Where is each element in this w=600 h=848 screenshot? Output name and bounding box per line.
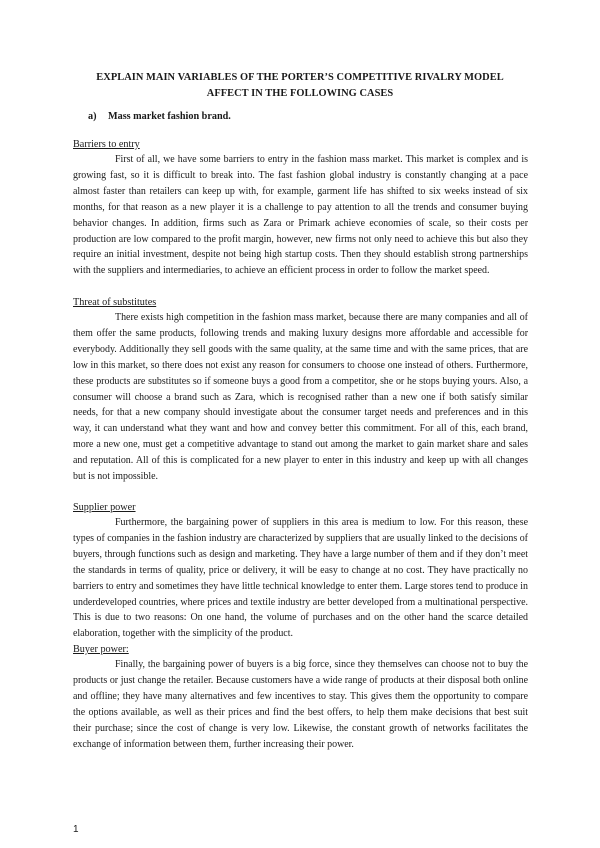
subheading-label: a)	[88, 111, 97, 122]
subheading	[88, 110, 231, 124]
subheading-text: Mass market fashion brand.	[108, 111, 231, 122]
title-line-1: EXPLAIN MAIN VARIABLES OF THE PORTER’S COMPETITIVE RIVALRY MODEL	[96, 72, 504, 83]
section-heading: Supplier power	[73, 502, 136, 513]
section-heading: Buyer power:	[73, 644, 129, 655]
section-body: Finally, the bargaining power of buyers is a big force, since they themselves can choose not to buy the products or just change the retailer. Because customers have a wide range of products at their disposal both online and offline; they have many alternatives and few incentives to stay. This gives them the opportunity to compare the options available, as well as their prices and find the best offers, to help them make decisions that best suit their purchase; since the cost of change is very low. Likewise, the constant growth of networks facilitates the exchange of information between them, further increasing their power.	[73, 659, 528, 750]
section-supplier-power	[73, 501, 528, 642]
section-heading: Barriers to entry	[73, 139, 140, 150]
section-barriers-to-entry	[73, 138, 528, 279]
section-heading: Threat of substitutes	[73, 297, 157, 308]
title-line-2: AFFECT IN THE FOLLOWING CASES	[206, 88, 394, 99]
section-body: There exists high competition in the fashion mass market, because there are many companies and all of them offer the same products, following trends and making luxury designs more affordable and accessible for everybody. Additionally they sell goods with the same quality, at the same time and with the same prices, that are low in this market, so there does not exist any reason for consumers to choose one instead of others. Furthermore, these products are substitutes so if someone buys a good from a competitor, she or he stops buying yours. Also, a consumer will choose a brand such as Zara, which is recognised rather than a new one if both satisfy similar needs, for that a new company should investigate about the consumer target needs and preferences and in this way, it can understand what they want and how and convey better this commitment. For all of this, each brand, more a new one, must get a competitive advantage to stand out among the market to gain market share and sales and reputation. All of this is complicated for a new player to enter in this industry and keep up with all changes but is not impossible.	[73, 312, 528, 483]
section-body: First of all, we have some barriers to entry in the fashion mass market. This market is complex and is growing fast, so it is difficult to break into. The fast fashion global industry is constantly changing at a pace almost faster than retailers can keep up with, for example, garment life has shifted to six weeks instead of six months, for that reason as a new player it is a challenge to pay attention to all the trends and consumer buying behavior changes. In addition, firms such as Zara or Primark achieve economies of scale, so their costs per production are low compared to the profit margin, however, new firms not only need to achieve this but also they require an initial investment, despite not being high startup costs. Then they should establish strong partnerships with the suppliers and intermediaries, to achieve an efficient process in order to follow the market speed.	[73, 154, 528, 277]
section-buyer-power	[73, 643, 528, 752]
document-title	[60, 70, 540, 102]
page-number: 1	[73, 824, 79, 835]
section-threat-of-substitutes	[73, 296, 528, 485]
section-body: Furthermore, the bargaining power of suppliers in this area is medium to low. For this reason, these types of companies in the fashion industry are characterized by suppliers that are usually linked to the decisions of buyers, through functions such as design and marketing. They have a large number of them and if they don’t meet the standards in terms of quality, price or delivery, it will be easy to change at no cost. They have practically no barriers to entry and sometimes they have little technical knowledge to enter them. Large stores tend to produce in underdeveloped countries, where prices and textile industry are better developed from a multinational perspective. This is due to two reasons: On one hand, the volume of purchases and on the other hand the scarce detailed elaboration, together with the simplicity of the product.	[73, 517, 528, 640]
